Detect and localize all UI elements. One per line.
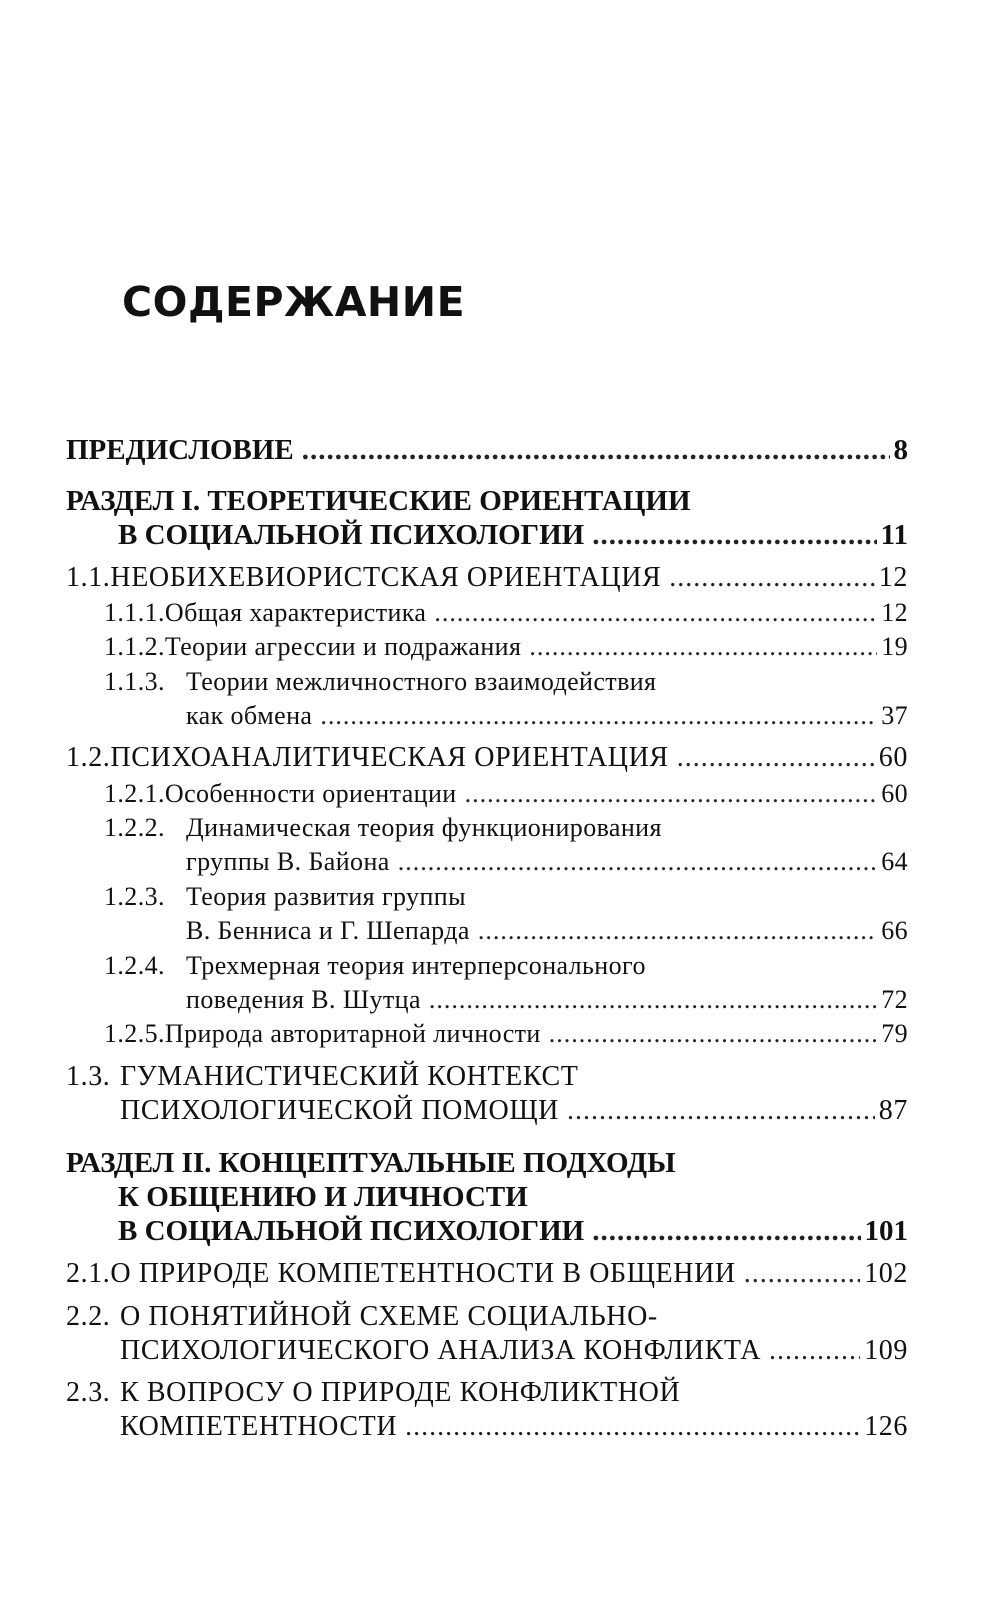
page-number: 101 xyxy=(864,1215,908,1247)
entry-title: ГУМАНИСТИЧЕСКИЙ КОНТЕКСТ xyxy=(120,1061,579,1092)
entry-number: 1.2.1. xyxy=(104,779,165,808)
toc-entry-1-1-1[interactable] xyxy=(104,600,908,626)
page-number: 60 xyxy=(878,742,908,773)
page-number: 87 xyxy=(878,1095,908,1126)
entry-title: РАЗДЕЛ I. ТЕОРЕТИЧЕСКИЕ ОРИЕНТАЦИИ xyxy=(66,485,691,517)
page-number: 12 xyxy=(881,598,908,627)
leader-dots xyxy=(302,436,890,465)
toc-entry-1-2-4-line1[interactable] xyxy=(104,953,646,979)
leader-dots xyxy=(320,703,877,729)
entry-title: Теория развития группы xyxy=(186,882,466,911)
page-number: 64 xyxy=(881,847,908,876)
page-number: 12 xyxy=(878,562,908,593)
page-number: 8 xyxy=(893,434,908,466)
toc-entry-part-1-line1[interactable] xyxy=(66,487,691,516)
page-number: 11 xyxy=(880,519,908,551)
leader-dots xyxy=(769,1337,860,1365)
page-number: 19 xyxy=(881,632,908,661)
page-title: СОДЕРЖАНИЕ xyxy=(122,278,466,326)
entry-number: 1.1. xyxy=(66,562,111,593)
entry-title: Особенности ориентации xyxy=(164,779,457,808)
entry-title: Трехмерная теория интерперсонального xyxy=(186,951,646,980)
entry-title: группы В. Байона xyxy=(186,847,390,876)
entry-number: 1.1.1. xyxy=(104,598,165,627)
entry-number: 2.2. xyxy=(66,1301,111,1332)
toc-entry-1-2-2-line1[interactable] xyxy=(104,815,662,841)
entry-number: 1.2.3. xyxy=(104,882,165,911)
toc-entry-1-2-5[interactable] xyxy=(104,1021,908,1047)
entry-title: ПСИХОАНАЛИТИЧЕСКАЯ ОРИЕНТАЦИЯ xyxy=(110,742,669,773)
page-number: 126 xyxy=(864,1411,908,1442)
toc-entry-1-2-3-line1[interactable] xyxy=(104,884,466,910)
entry-title: Природа авторитарной личности xyxy=(164,1019,541,1048)
leader-dots xyxy=(592,1217,860,1246)
leader-dots xyxy=(669,564,875,592)
entry-title: ПСИХОЛОГИЧЕСКОГО АНАЛИЗА КОНФЛИКТА xyxy=(120,1335,762,1366)
toc-entry-1-2-4-line2[interactable] xyxy=(186,987,908,1013)
toc-entry-part-2-line1[interactable] xyxy=(66,1149,676,1178)
entry-number: 1.2.2. xyxy=(104,813,165,842)
entry-number: 1.2.4. xyxy=(104,951,165,980)
toc-entry-1-1-3-line1[interactable] xyxy=(104,669,656,695)
entry-title: поведения В. Шутца xyxy=(186,985,421,1014)
toc-entry-1-1-3-line2[interactable] xyxy=(186,703,908,729)
leader-dots xyxy=(529,634,877,660)
page-number: 37 xyxy=(881,701,908,730)
entry-title: К ОБЩЕНИЮ И ЛИЧНОСТИ xyxy=(118,1181,528,1213)
leader-dots xyxy=(592,521,876,550)
page-number: 60 xyxy=(881,779,908,808)
leader-dots xyxy=(549,1021,877,1047)
toc-entry-1-2[interactable] xyxy=(66,744,908,772)
toc-entry-preface[interactable] xyxy=(66,436,908,465)
toc-entry-2-2-line2[interactable] xyxy=(120,1337,908,1365)
page-number: 72 xyxy=(881,985,908,1014)
toc-entry-1-2-3-line2[interactable] xyxy=(186,918,908,944)
entry-title: ПСИХОЛОГИЧЕСКОЙ ПОМОЩИ xyxy=(120,1095,559,1126)
leader-dots xyxy=(429,987,877,1013)
entry-number: 1.1.2. xyxy=(104,632,165,661)
toc-entry-part-2-line3[interactable] xyxy=(118,1217,908,1246)
toc-entry-1-1-2[interactable] xyxy=(104,634,908,660)
entry-title: К ВОПРОСУ О ПРИРОДЕ КОНФЛИКТНОЙ xyxy=(120,1377,681,1408)
toc-entry-1-2-2-line2[interactable] xyxy=(186,849,908,875)
entry-title: ПРЕДИСЛОВИЕ xyxy=(66,434,294,466)
entry-title: как обмена xyxy=(186,701,313,730)
leader-dots xyxy=(677,744,875,772)
toc-entry-1-2-1[interactable] xyxy=(104,781,908,807)
entry-number: 2.1. xyxy=(66,1258,111,1289)
entry-title: О ПРИРОДЕ КОМПЕТЕНТНОСТИ В ОБЩЕНИИ xyxy=(110,1258,736,1289)
toc-entry-part-1-line2[interactable] xyxy=(118,521,908,550)
leader-dots xyxy=(405,1413,860,1441)
toc-entry-2-2-line1[interactable] xyxy=(66,1303,658,1331)
entry-number: 1.3. xyxy=(66,1061,111,1092)
page-number: 109 xyxy=(864,1335,908,1366)
entry-title: НЕОБИХЕВИОРИСТСКАЯ ОРИЕНТАЦИЯ xyxy=(110,562,662,593)
leader-dots xyxy=(744,1260,860,1288)
toc-entry-1-3-line2[interactable] xyxy=(120,1097,908,1125)
entry-number: 2.3. xyxy=(66,1377,111,1408)
entry-title: КОМПЕТЕНТНОСТИ xyxy=(120,1411,398,1442)
entry-title: Теории агрессии и подражания xyxy=(164,632,522,661)
entry-title: В. Бенниса и Г. Шепарда xyxy=(186,916,470,945)
entry-title: Динамическая теория функционирования xyxy=(186,813,662,842)
toc-entry-1-3-line1[interactable] xyxy=(66,1063,578,1091)
page-number: 79 xyxy=(881,1019,908,1048)
leader-dots xyxy=(398,849,877,875)
entry-number: 1.2.5. xyxy=(104,1019,165,1048)
leader-dots xyxy=(465,781,878,807)
entry-number: 1.1.3. xyxy=(104,667,165,696)
leader-dots xyxy=(478,918,877,944)
entry-title: Теории межличностного взаимодействия xyxy=(186,667,657,696)
entry-title: О ПОНЯТИЙНОЙ СХЕМЕ СОЦИАЛЬНО- xyxy=(120,1301,658,1332)
entry-title: В СОЦИАЛЬНОЙ ПСИХОЛОГИИ xyxy=(118,519,585,551)
leader-dots xyxy=(567,1097,875,1125)
entry-title: Общая характеристика xyxy=(164,598,427,627)
entry-number: 1.2. xyxy=(66,742,111,773)
toc-entry-2-1[interactable] xyxy=(66,1260,908,1288)
toc-entry-part-2-line2[interactable] xyxy=(118,1183,528,1212)
page-number: 102 xyxy=(864,1258,908,1289)
toc-entry-2-3-line1[interactable] xyxy=(66,1379,680,1407)
page-number: 66 xyxy=(881,916,908,945)
entry-title: В СОЦИАЛЬНОЙ ПСИХОЛОГИИ xyxy=(118,1215,585,1247)
leader-dots xyxy=(434,600,877,626)
toc-entry-1-1[interactable] xyxy=(66,564,908,592)
entry-title: РАЗДЕЛ II. КОНЦЕПТУАЛЬНЫЕ ПОДХОДЫ xyxy=(66,1147,676,1179)
toc-entry-2-3-line2[interactable] xyxy=(120,1413,908,1441)
